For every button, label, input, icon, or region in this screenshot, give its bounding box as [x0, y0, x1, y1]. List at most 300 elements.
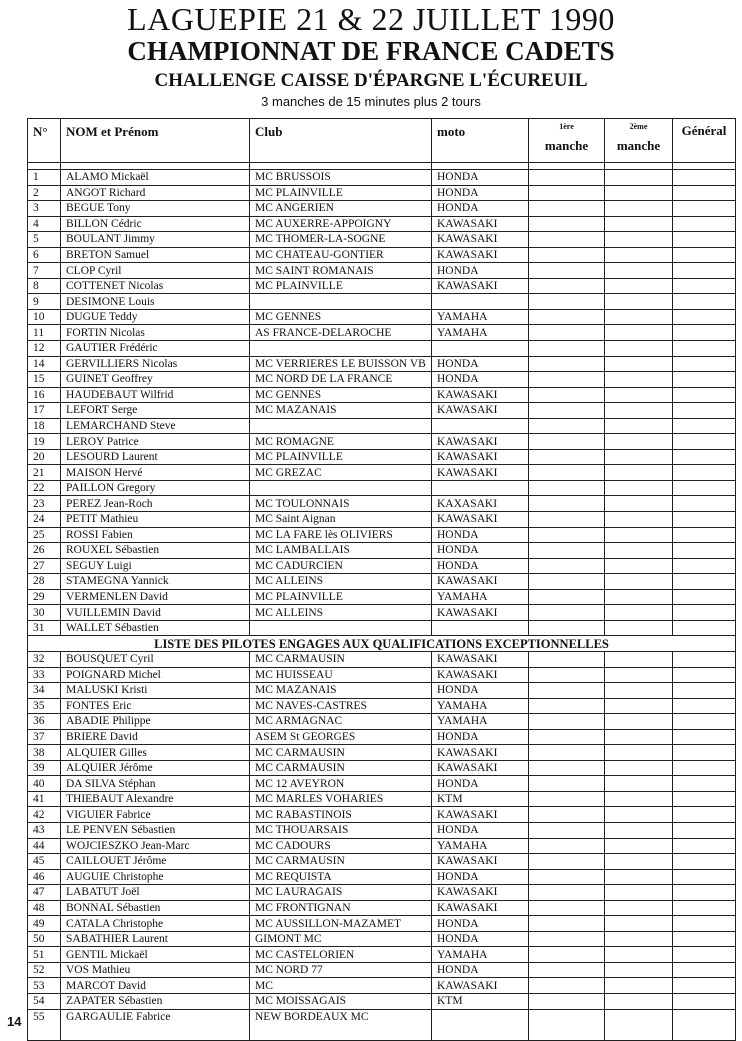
result-manche-1: [529, 589, 605, 605]
row-number: 5: [28, 232, 61, 248]
rider-name: MAISON Hervé: [61, 465, 250, 481]
club-name: MC ROMAGNE: [250, 434, 432, 450]
row-number: 34: [28, 683, 61, 699]
result-general: [673, 480, 736, 496]
table-row: [28, 387, 736, 403]
row-number: 6: [28, 247, 61, 263]
result-manche-1: [529, 854, 605, 870]
result-manche-2: [605, 356, 673, 372]
club-name: MC CADURCIEN: [250, 558, 432, 574]
moto-brand: HONDA: [432, 170, 529, 186]
result-manche-1: [529, 947, 605, 963]
table-row: [28, 714, 736, 730]
col-header-num: N°: [28, 119, 61, 163]
rider-name: POIGNARD Michel: [61, 667, 250, 683]
result-manche-1: [529, 558, 605, 574]
result-manche-2: [605, 947, 673, 963]
moto-brand: YAMAHA: [432, 947, 529, 963]
result-general: [673, 745, 736, 761]
result-manche-1: [529, 993, 605, 1009]
result-general: [673, 232, 736, 248]
table-row: [28, 993, 736, 1009]
table-row: [28, 916, 736, 932]
club-name: MC NAVES-CASTRES: [250, 698, 432, 714]
table-row: [28, 978, 736, 994]
result-manche-1: [529, 356, 605, 372]
result-manche-2: [605, 294, 673, 310]
table-row: [28, 170, 736, 186]
club-name: MC 12 AVEYRON: [250, 776, 432, 792]
club-name: MC NORD DE LA FRANCE: [250, 372, 432, 388]
result-general: [673, 325, 736, 341]
row-number: 19: [28, 434, 61, 450]
rider-name: BRIERE David: [61, 729, 250, 745]
result-manche-1: [529, 931, 605, 947]
table-row: [28, 698, 736, 714]
rider-name: AUGUIE Christophe: [61, 869, 250, 885]
result-manche-1: [529, 480, 605, 496]
row-number: 23: [28, 496, 61, 512]
rider-name: HAUDEBAUT Wilfrid: [61, 387, 250, 403]
result-manche-2: [605, 620, 673, 636]
club-name: AS FRANCE-DELAROCHE: [250, 325, 432, 341]
club-name: [250, 620, 432, 636]
result-general: [673, 543, 736, 559]
moto-brand: KAWASAKI: [432, 216, 529, 232]
result-general: [673, 651, 736, 667]
championship-title: CHAMPIONNAT DE FRANCE CADETS: [127, 36, 615, 66]
table-row: [28, 947, 736, 963]
rider-name: VOS Mathieu: [61, 962, 250, 978]
club-name: MC SAINT ROMANAIS: [250, 263, 432, 279]
club-name: ASEM St GEORGES: [250, 729, 432, 745]
table-row: [28, 372, 736, 388]
result-manche-1: [529, 605, 605, 621]
club-name: MC THOUARSAIS: [250, 822, 432, 838]
table-row: [28, 341, 736, 357]
rider-name: COTTENET Nicolas: [61, 278, 250, 294]
moto-brand: KAWASAKI: [432, 651, 529, 667]
result-manche-2: [605, 216, 673, 232]
club-name: [250, 480, 432, 496]
result-manche-1: [529, 714, 605, 730]
result-manche-1: [529, 543, 605, 559]
result-general: [673, 216, 736, 232]
result-general: [673, 465, 736, 481]
result-manche-2: [605, 543, 673, 559]
result-manche-1: [529, 822, 605, 838]
row-number: 37: [28, 729, 61, 745]
result-general: [673, 838, 736, 854]
header-row: [28, 119, 736, 163]
club-name: [250, 294, 432, 310]
row-number: 10: [28, 309, 61, 325]
rider-name: LABATUT Joël: [61, 885, 250, 901]
result-manche-2: [605, 558, 673, 574]
club-name: MC GENNES: [250, 309, 432, 325]
result-general: [673, 512, 736, 528]
challenge-title: CHALLENGE CAISSE D'ÉPARGNE L'ÉCUREUIL: [154, 70, 588, 91]
result-general: [673, 605, 736, 621]
rider-name: MALUSKI Kristi: [61, 683, 250, 699]
table-row: [28, 294, 736, 310]
moto-brand: [432, 341, 529, 357]
result-general: [673, 558, 736, 574]
row-number: 53: [28, 978, 61, 994]
moto-brand: KAWASAKI: [432, 900, 529, 916]
result-manche-1: [529, 449, 605, 465]
club-name: MC REQUISTA: [250, 869, 432, 885]
moto-brand: KAWASAKI: [432, 978, 529, 994]
table-row: [28, 838, 736, 854]
row-number: 7: [28, 263, 61, 279]
table-row: [28, 760, 736, 776]
table-row: [28, 325, 736, 341]
table-row: [28, 527, 736, 543]
club-name: MC CARMAUSIN: [250, 745, 432, 761]
rider-name: BILLON Cédric: [61, 216, 250, 232]
rider-name: GERVILLIERS Nicolas: [61, 356, 250, 372]
moto-brand: HONDA: [432, 931, 529, 947]
rider-name: CATALA Christophe: [61, 916, 250, 932]
moto-brand: HONDA: [432, 776, 529, 792]
entry-list-table: [27, 118, 736, 1041]
result-manche-1: [529, 885, 605, 901]
table-row: [28, 216, 736, 232]
rider-name: CLOP Cyril: [61, 263, 250, 279]
table-row: [28, 201, 736, 217]
row-number: 44: [28, 838, 61, 854]
result-manche-2: [605, 574, 673, 590]
club-name: MC LAMBALLAIS: [250, 543, 432, 559]
club-name: MC CASTELORIEN: [250, 947, 432, 963]
club-name: MC PLAINVILLE: [250, 449, 432, 465]
result-manche-2: [605, 978, 673, 994]
row-number: 42: [28, 807, 61, 823]
result-manche-2: [605, 667, 673, 683]
club-name: MC MAZANAIS: [250, 683, 432, 699]
row-number: 45: [28, 854, 61, 870]
moto-brand: KAWASAKI: [432, 667, 529, 683]
rider-name: ROUXEL Sébastien: [61, 543, 250, 559]
section-row: [28, 636, 736, 652]
table-row: [28, 465, 736, 481]
moto-brand: HONDA: [432, 869, 529, 885]
table-row: [28, 900, 736, 916]
result-manche-1: [529, 962, 605, 978]
rider-name: DESIMONE Louis: [61, 294, 250, 310]
col-header-general: Général: [673, 119, 736, 163]
rider-name: ROSSI Fabien: [61, 527, 250, 543]
table-row: [28, 263, 736, 279]
result-manche-2: [605, 232, 673, 248]
result-general: [673, 170, 736, 186]
club-name: MC ARMAGNAC: [250, 714, 432, 730]
rider-name: GENTIL Mickaël: [61, 947, 250, 963]
table-row: [28, 1009, 736, 1040]
rider-name: PETIT Mathieu: [61, 512, 250, 528]
result-general: [673, 278, 736, 294]
moto-brand: HONDA: [432, 185, 529, 201]
result-general: [673, 854, 736, 870]
result-manche-1: [529, 527, 605, 543]
result-general: [673, 527, 736, 543]
result-manche-2: [605, 962, 673, 978]
result-general: [673, 776, 736, 792]
row-number: 3: [28, 201, 61, 217]
row-number: 8: [28, 278, 61, 294]
result-general: [673, 449, 736, 465]
result-general: [673, 620, 736, 636]
row-number: 33: [28, 667, 61, 683]
club-name: GIMONT MC: [250, 931, 432, 947]
rider-name: LE PENVEN Sébastien: [61, 822, 250, 838]
rider-name: LEROY Patrice: [61, 434, 250, 450]
club-name: MC AUXERRE-APPOIGNY: [250, 216, 432, 232]
table-row: [28, 885, 736, 901]
result-general: [673, 760, 736, 776]
result-manche-2: [605, 387, 673, 403]
row-number: 49: [28, 916, 61, 932]
rider-name: VUILLEMIN David: [61, 605, 250, 621]
row-number: 48: [28, 900, 61, 916]
club-name: MC GENNES: [250, 387, 432, 403]
rider-name: ABADIE Philippe: [61, 714, 250, 730]
club-name: MC PLAINVILLE: [250, 278, 432, 294]
result-manche-2: [605, 434, 673, 450]
rider-name: PEREZ Jean-Roch: [61, 496, 250, 512]
result-manche-1: [529, 667, 605, 683]
table-row: [28, 247, 736, 263]
result-manche-1: [529, 978, 605, 994]
moto-brand: YAMAHA: [432, 698, 529, 714]
table-row: [28, 651, 736, 667]
result-general: [673, 667, 736, 683]
row-number: 11: [28, 325, 61, 341]
rider-name: GUINET Geoffrey: [61, 372, 250, 388]
result-manche-1: [529, 278, 605, 294]
club-name: MC NORD 77: [250, 962, 432, 978]
result-manche-1: [529, 791, 605, 807]
table-row: [28, 822, 736, 838]
rider-name: GARGAULIE Fabrice: [61, 1009, 250, 1040]
club-name: MC MARLES VOHARIES: [250, 791, 432, 807]
result-general: [673, 729, 736, 745]
moto-brand: KAWASAKI: [432, 574, 529, 590]
row-number: 50: [28, 931, 61, 947]
result-manche-1: [529, 294, 605, 310]
row-number: 29: [28, 589, 61, 605]
moto-brand: [432, 418, 529, 434]
result-manche-2: [605, 807, 673, 823]
result-manche-2: [605, 760, 673, 776]
row-number: 4: [28, 216, 61, 232]
club-name: MC ALLEINS: [250, 574, 432, 590]
result-manche-2: [605, 418, 673, 434]
row-number: 54: [28, 993, 61, 1009]
result-general: [673, 947, 736, 963]
rider-name: SABATHIER Laurent: [61, 931, 250, 947]
table-row: [28, 574, 736, 590]
rider-name: STAMEGNA Yannick: [61, 574, 250, 590]
page-number: 14: [7, 1014, 22, 1029]
club-name: MC THOMER-LA-SOGNE: [250, 232, 432, 248]
result-manche-1: [529, 729, 605, 745]
rider-name: FORTIN Nicolas: [61, 325, 250, 341]
table-row: [28, 403, 736, 419]
moto-brand: HONDA: [432, 962, 529, 978]
rider-name: DA SILVA Stéphan: [61, 776, 250, 792]
row-number: 16: [28, 387, 61, 403]
moto-brand: HONDA: [432, 527, 529, 543]
result-general: [673, 993, 736, 1009]
moto-brand: KTM: [432, 993, 529, 1009]
result-manche-2: [605, 465, 673, 481]
row-number: 26: [28, 543, 61, 559]
club-name: MC AUSSILLON-MAZAMET: [250, 916, 432, 932]
moto-brand: [432, 480, 529, 496]
row-number: 31: [28, 620, 61, 636]
moto-brand: KAWASAKI: [432, 449, 529, 465]
row-number: 9: [28, 294, 61, 310]
rider-name: BRETON Samuel: [61, 247, 250, 263]
table-row: [28, 232, 736, 248]
result-manche-2: [605, 776, 673, 792]
row-number: 12: [28, 341, 61, 357]
result-general: [673, 822, 736, 838]
result-manche-1: [529, 201, 605, 217]
result-general: [673, 900, 736, 916]
rider-name: ANGOT Richard: [61, 185, 250, 201]
table-row: [28, 667, 736, 683]
moto-brand: HONDA: [432, 683, 529, 699]
club-name: MC CADOURS: [250, 838, 432, 854]
table-row: [28, 683, 736, 699]
result-general: [673, 341, 736, 357]
rider-name: SEGUY Luigi: [61, 558, 250, 574]
result-manche-1: [529, 434, 605, 450]
table-row: [28, 309, 736, 325]
result-manche-1: [529, 325, 605, 341]
result-manche-2: [605, 838, 673, 854]
rider-name: BEGUE Tony: [61, 201, 250, 217]
result-general: [673, 356, 736, 372]
table-row: [28, 418, 736, 434]
club-name: MC: [250, 978, 432, 994]
club-name: MC RABASTINOIS: [250, 807, 432, 823]
table-row: [28, 931, 736, 947]
result-manche-1: [529, 900, 605, 916]
row-number: 21: [28, 465, 61, 481]
result-manche-1: [529, 869, 605, 885]
result-general: [673, 496, 736, 512]
result-general: [673, 885, 736, 901]
rider-name: GAUTIER Frédéric: [61, 341, 250, 357]
club-name: MC MOISSAGAIS: [250, 993, 432, 1009]
table-row: [28, 434, 736, 450]
club-name: MC PLAINVILLE: [250, 589, 432, 605]
result-manche-2: [605, 170, 673, 186]
result-manche-2: [605, 589, 673, 605]
row-number: 51: [28, 947, 61, 963]
row-number: 25: [28, 527, 61, 543]
result-manche-2: [605, 512, 673, 528]
result-general: [673, 807, 736, 823]
rider-name: LESOURD Laurent: [61, 449, 250, 465]
moto-brand: KAWASAKI: [432, 854, 529, 870]
result-general: [673, 294, 736, 310]
moto-brand: YAMAHA: [432, 838, 529, 854]
table-row: [28, 278, 736, 294]
club-name: MC VERRIERES LE BUISSON VB: [250, 356, 432, 372]
moto-brand: KAWASAKI: [432, 605, 529, 621]
result-general: [673, 978, 736, 994]
rider-name: THIEBAUT Alexandre: [61, 791, 250, 807]
rider-name: ZAPATER Sébastien: [61, 993, 250, 1009]
moto-brand: HONDA: [432, 822, 529, 838]
moto-brand: YAMAHA: [432, 714, 529, 730]
moto-brand: KAWASAKI: [432, 512, 529, 528]
result-manche-2: [605, 651, 673, 667]
moto-brand: KAWASAKI: [432, 745, 529, 761]
moto-brand: YAMAHA: [432, 589, 529, 605]
moto-brand: KAWASAKI: [432, 232, 529, 248]
row-number: 36: [28, 714, 61, 730]
table-row: [28, 869, 736, 885]
club-name: MC TOULONNAIS: [250, 496, 432, 512]
row-number: 40: [28, 776, 61, 792]
result-general: [673, 931, 736, 947]
row-number: 47: [28, 885, 61, 901]
rider-name: WOJCIESZKO Jean-Marc: [61, 838, 250, 854]
result-general: [673, 962, 736, 978]
row-number: 52: [28, 962, 61, 978]
row-number: 41: [28, 791, 61, 807]
result-manche-2: [605, 527, 673, 543]
moto-brand: KAWASAKI: [432, 403, 529, 419]
moto-brand: KAWASAKI: [432, 885, 529, 901]
result-general: [673, 698, 736, 714]
row-number: 43: [28, 822, 61, 838]
moto-brand: KAWASAKI: [432, 434, 529, 450]
moto-brand: HONDA: [432, 201, 529, 217]
result-manche-1: [529, 232, 605, 248]
result-general: [673, 683, 736, 699]
moto-brand: [432, 294, 529, 310]
result-manche-1: [529, 838, 605, 854]
result-manche-1: [529, 403, 605, 419]
result-manche-1: [529, 387, 605, 403]
table-row: [28, 449, 736, 465]
row-number: 38: [28, 745, 61, 761]
row-number: 32: [28, 651, 61, 667]
result-manche-2: [605, 247, 673, 263]
rider-name: BOUSQUET Cyril: [61, 651, 250, 667]
moto-brand: YAMAHA: [432, 309, 529, 325]
rider-name: FONTES Eric: [61, 698, 250, 714]
table-row: [28, 620, 736, 636]
table-row: [28, 480, 736, 496]
moto-brand: KAWASAKI: [432, 278, 529, 294]
moto-brand: HONDA: [432, 729, 529, 745]
race-format-note: 3 manches de 15 minutes plus 2 tours: [261, 94, 481, 109]
moto-brand: HONDA: [432, 356, 529, 372]
moto-brand: KAXASAKI: [432, 496, 529, 512]
result-manche-2: [605, 854, 673, 870]
table-row: [28, 729, 736, 745]
result-manche-2: [605, 449, 673, 465]
result-manche-1: [529, 574, 605, 590]
